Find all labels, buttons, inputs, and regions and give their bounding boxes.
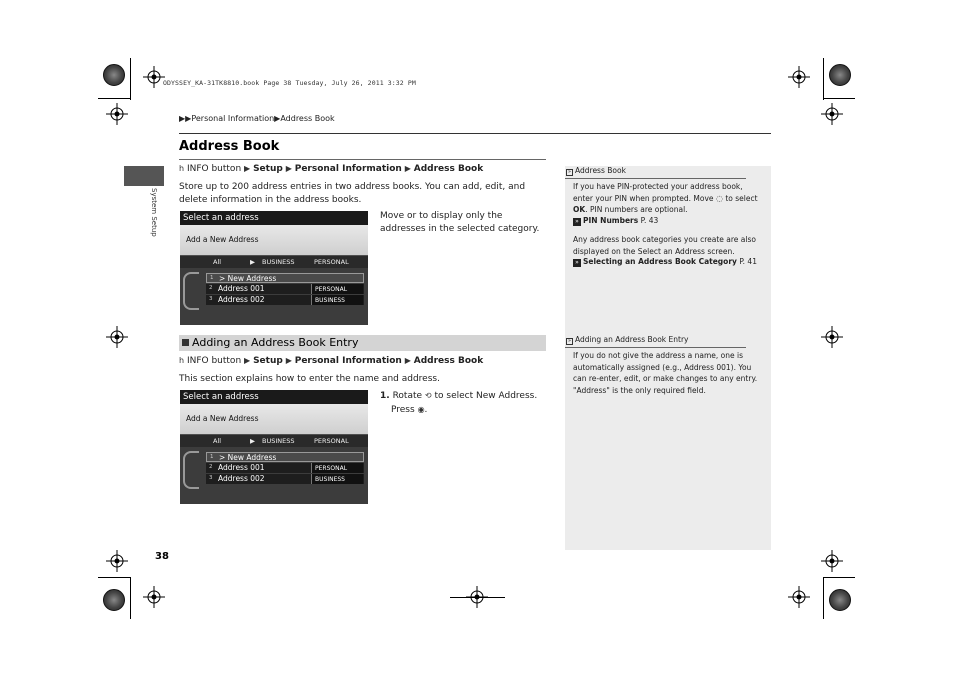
link-page: P. 41 xyxy=(739,257,757,266)
link-address-category[interactable] xyxy=(573,256,757,268)
sidebar-rule xyxy=(565,178,746,179)
nav-screen-1 xyxy=(180,211,368,325)
step-1: 1. Rotate ⟲ to select New Address. Press ◉. xyxy=(380,391,538,415)
row-text: Address 002 xyxy=(218,295,265,304)
nav-screen-2 xyxy=(180,390,368,504)
link-pin-numbers[interactable] xyxy=(573,215,658,227)
row-text: Address 001 xyxy=(218,463,265,472)
link-arrow-icon: » xyxy=(573,218,581,226)
color-target-icon xyxy=(829,589,851,611)
step-press: Press xyxy=(391,405,415,415)
nav-setup: Setup xyxy=(253,356,283,366)
list-item[interactable] xyxy=(206,284,364,294)
registration-mark-icon xyxy=(106,550,128,572)
registration-mark-icon xyxy=(106,326,128,348)
list-item[interactable] xyxy=(206,295,364,305)
nav-path-2 xyxy=(179,356,483,366)
row-num: 2 xyxy=(209,285,213,291)
title-rule xyxy=(179,159,546,160)
color-target-icon xyxy=(103,589,125,611)
sidebar-title-1 xyxy=(566,166,626,176)
info-button-icon: h xyxy=(179,164,185,173)
row-text: Address 001 xyxy=(218,284,265,293)
row-num: 3 xyxy=(209,475,213,481)
row-category: PERSONAL xyxy=(311,284,363,294)
row-num: 1 xyxy=(210,454,214,460)
row-text: Address 002 xyxy=(218,474,265,483)
add-new-address-button[interactable]: Add a New Address xyxy=(180,404,368,434)
press-knob-icon: ◉ xyxy=(417,405,425,414)
pin-text: If you have PIN-protected your address book, enter your PIN when prompted. Move xyxy=(573,182,743,203)
step-target: New Address xyxy=(476,391,535,401)
link-text: PIN Numbers xyxy=(583,216,639,225)
side-tab-label: System Setup xyxy=(150,188,158,237)
tab-all[interactable]: All xyxy=(213,437,222,445)
section-header xyxy=(179,335,546,351)
row-text: > New Address xyxy=(219,274,277,283)
nav-sep: ▶ xyxy=(285,164,292,173)
dial-knob-icon xyxy=(183,451,199,489)
dial-knob-icon xyxy=(183,272,199,310)
sidebar-title-2 xyxy=(566,335,689,345)
sidebar-title-text: Adding an Address Book Entry xyxy=(575,335,689,344)
sidebar-rule xyxy=(565,347,746,348)
tab-all[interactable]: All xyxy=(213,258,222,266)
link-arrow-icon: » xyxy=(573,259,581,267)
section-title: Adding an Address Book Entry xyxy=(192,336,359,349)
row-num: 2 xyxy=(209,464,213,470)
pin-text-ok: OK xyxy=(573,205,586,214)
tab-business[interactable]: BUSINESS xyxy=(262,258,295,266)
tab-arrow-icon: ▶ xyxy=(250,437,255,445)
move-knob-icon: ◌ xyxy=(715,193,723,203)
tab-personal[interactable]: PERSONAL xyxy=(314,437,349,445)
info-button-icon: h xyxy=(179,356,185,365)
side-tab xyxy=(124,166,164,186)
section-square-icon xyxy=(182,339,189,346)
step-number: 1. xyxy=(380,391,390,401)
registration-mark-icon xyxy=(788,66,810,88)
breadcrumb-arrows: ▶▶ xyxy=(179,114,192,123)
screen-title: Select an address xyxy=(180,390,368,404)
registration-mark-icon xyxy=(821,326,843,348)
step-rotate: Rotate xyxy=(392,391,423,401)
move-instructions: Move or to display only the addresses in the selected category. xyxy=(380,211,540,234)
note-icon: » xyxy=(567,169,572,175)
row-category: BUSINESS xyxy=(311,295,363,305)
breadcrumb-personal-information[interactable]: Personal Information xyxy=(191,114,275,123)
registration-mark-icon xyxy=(821,103,843,125)
link-page: P. 43 xyxy=(640,216,659,225)
nav-address-book: Address Book xyxy=(413,164,484,174)
note-icon: » xyxy=(567,338,572,344)
nav-sep: ▶ xyxy=(244,356,251,365)
tab-business[interactable]: BUSINESS xyxy=(262,437,295,445)
nav-info: INFO button xyxy=(186,356,242,366)
registration-mark-icon xyxy=(788,586,810,608)
color-target-icon xyxy=(829,64,851,86)
category-tabs xyxy=(180,256,368,268)
registration-mark-icon xyxy=(143,586,165,608)
list-item[interactable] xyxy=(206,474,364,484)
breadcrumb xyxy=(179,114,335,123)
screen-title: Select an address xyxy=(180,211,368,225)
breadcrumb-address-book[interactable]: Address Book xyxy=(280,114,335,123)
registration-mark-icon xyxy=(106,103,128,125)
link-text: Selecting an Address Book Category xyxy=(583,257,737,266)
print-header: ODYSSEY_KA-31TK8810.book Page 38 Tuesday, July 26, 2011 3:32 PM xyxy=(163,79,416,87)
row-num: 3 xyxy=(209,296,213,302)
nav-personal: Personal Information xyxy=(294,356,402,366)
list-item[interactable] xyxy=(206,452,364,462)
sidebar-text-2: Any address book categories you create are also displayed on the Select an Address screen. xyxy=(573,235,756,256)
section-description: This section explains how to enter the name and address. xyxy=(179,374,440,384)
sidebar-text-3: If you do not give the address a name, one is automatically assigned (e.g., Address 001). You can re-enter, edit, or make changes to any entry. "Address" is the only required field. xyxy=(573,351,758,395)
pin-text-end: . PIN numbers are optional. xyxy=(585,205,688,214)
rotate-knob-icon: ⟲ xyxy=(424,391,432,400)
nav-personal: Personal Information xyxy=(294,164,402,174)
nav-address-book: Address Book xyxy=(413,356,484,366)
color-target-icon xyxy=(103,64,125,86)
sidebar-text-1 xyxy=(573,181,765,216)
pin-text-select: to select xyxy=(725,193,758,203)
add-new-address-button[interactable]: Add a New Address xyxy=(180,225,368,255)
row-category: PERSONAL xyxy=(311,463,363,473)
tab-personal[interactable]: PERSONAL xyxy=(314,258,349,266)
row-num: 1 xyxy=(210,275,214,281)
nav-sep: ▶ xyxy=(285,356,292,365)
list-item[interactable] xyxy=(206,273,364,283)
nav-sep: ▶ xyxy=(404,356,411,365)
sidebar-title-text: Address Book xyxy=(575,166,626,175)
nav-setup: Setup xyxy=(253,164,283,174)
intro-text: Store up to 200 address entries in two address books. You can add, edit, and delete information in the address books. xyxy=(179,182,526,205)
tab-arrow-icon: ▶ xyxy=(250,258,255,266)
registration-mark-icon xyxy=(821,550,843,572)
nav-info: INFO button xyxy=(186,164,242,174)
row-text: > New Address xyxy=(219,453,277,462)
category-tabs xyxy=(180,435,368,447)
breadcrumb-sep: ▶ xyxy=(274,114,281,123)
page-title: Address Book xyxy=(179,139,280,154)
page-number: 38 xyxy=(155,551,169,562)
registration-mark-icon xyxy=(143,66,165,88)
header-rule xyxy=(179,133,771,134)
step-select: to select xyxy=(434,391,474,401)
nav-path xyxy=(179,164,483,174)
nav-sep: ▶ xyxy=(244,164,251,173)
nav-sep: ▶ xyxy=(404,164,411,173)
list-item[interactable] xyxy=(206,463,364,473)
row-category: BUSINESS xyxy=(311,474,363,484)
